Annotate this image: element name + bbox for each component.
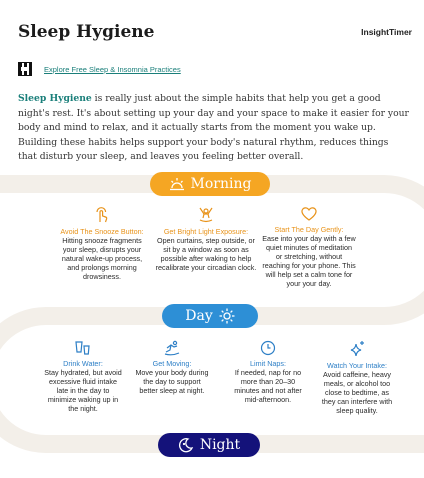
tip-body: Ease into your day with a few quiet minutes of meditation or stretching, without reaching for your phone. This will help set a calm tone for your your day. bbox=[262, 234, 356, 288]
tip-head: Limit Naps: bbox=[250, 359, 286, 368]
tip-head: Start The Day Gently: bbox=[274, 225, 344, 234]
sunrise-icon bbox=[169, 177, 185, 191]
tip-body: Avoid caffeine, heavy meals, or alcohol too close to bedtime, as they can interfere with sleep quality. bbox=[321, 370, 393, 415]
tip-body: Hitting snooze fragments your sleep, disrupts your natural wake-up process, and prolongs morning drowsiness. bbox=[61, 236, 143, 281]
tip-head: Get Moving: bbox=[152, 359, 192, 368]
morning-badge bbox=[150, 172, 270, 196]
tip-head: Drink Water: bbox=[63, 359, 103, 368]
tip-body: Move your body during the day to support better sleep at night. bbox=[135, 368, 209, 395]
tip-body: If needed, nap for no more than 20–30 minutes and not after mid-afternoon. bbox=[234, 368, 302, 404]
tip-intake bbox=[318, 340, 396, 415]
tap-finger-icon bbox=[94, 206, 110, 224]
tip-snooze bbox=[58, 206, 146, 281]
running-icon bbox=[163, 340, 181, 356]
intro-text: is really just about the simple habits that help you get a good night's rest. It's about setting up your day and your space to make it easier for your body and mind to relax, and it actually starts from the moment you wake up. Building these habits helps support your body's natural rhythm, reduces things that disturb your sleep, and leaves you feeling better overall. bbox=[18, 93, 409, 162]
sun-icon bbox=[219, 308, 235, 324]
sparkle-icon bbox=[348, 340, 366, 358]
tip-water bbox=[44, 340, 122, 413]
explore-practices-link[interactable]: Explore Free Sleep & Insomnia Practices bbox=[44, 65, 181, 74]
tip-moving bbox=[134, 340, 210, 395]
clock-icon bbox=[260, 340, 276, 356]
tip-head: Avoid The Snooze Button: bbox=[60, 227, 144, 236]
tip-body: Open curtains, step outside, or sit by a window as soon as possible after waking to help recalibrate your circadian clock. bbox=[155, 236, 257, 272]
tip-body: Stay hydrated, but avoid excessive fluid intake late in the day to minimize waking up in the night. bbox=[44, 368, 122, 413]
heart-icon bbox=[300, 206, 318, 222]
page-title: Sleep Hygiene bbox=[18, 22, 155, 42]
day-label: Day bbox=[185, 308, 213, 324]
tip-gently bbox=[262, 206, 356, 288]
tip-head: Get Bright Light Exposure: bbox=[163, 227, 249, 236]
tip-head: Watch Your Intake: bbox=[326, 361, 388, 370]
tip-naps bbox=[228, 340, 308, 404]
intro-highlight: Sleep Hygiene bbox=[18, 93, 92, 104]
tip-light bbox=[154, 206, 258, 272]
stretch-person-icon bbox=[197, 206, 215, 224]
brand-logo: InsightTimer bbox=[361, 27, 412, 37]
day-badge bbox=[162, 304, 258, 328]
night-label: Night bbox=[199, 437, 241, 453]
moon-icon bbox=[178, 437, 194, 453]
morning-label: Morning bbox=[190, 176, 252, 192]
water-glass-icon bbox=[74, 340, 92, 356]
night-badge bbox=[158, 433, 260, 457]
